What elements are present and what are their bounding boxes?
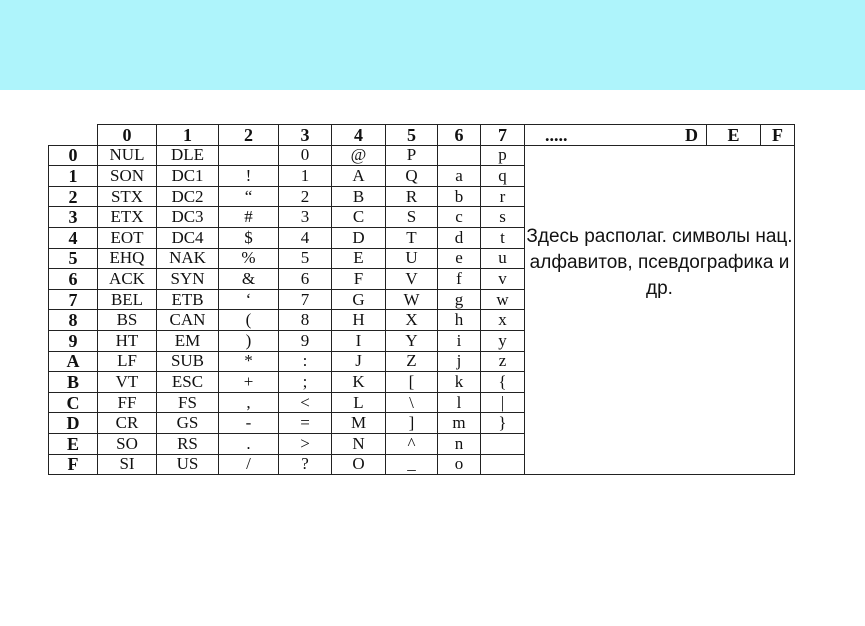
table-cell: FF xyxy=(98,392,157,413)
table-cell: $ xyxy=(219,227,279,248)
table-cell: D xyxy=(332,227,386,248)
table-cell: HT xyxy=(98,330,157,351)
table-cell: M xyxy=(332,413,386,434)
table-cell: h xyxy=(438,310,481,331)
table-cell: CR xyxy=(98,413,157,434)
table-cell: s xyxy=(481,207,525,228)
table-cell: Y xyxy=(386,330,438,351)
table-cell: L xyxy=(332,392,386,413)
col-header: F xyxy=(761,125,795,146)
row-header: 8 xyxy=(49,310,98,331)
table-cell: US xyxy=(157,454,219,475)
table-cell: N xyxy=(332,433,386,454)
table-cell: 5 xyxy=(279,248,332,269)
col-header: 2 xyxy=(219,125,279,146)
table-cell: i xyxy=(438,330,481,351)
table-cell: b xyxy=(438,186,481,207)
table-cell: [ xyxy=(386,372,438,393)
row-header: 1 xyxy=(49,166,98,187)
table-cell: f xyxy=(438,269,481,290)
table-cell: } xyxy=(481,413,525,434)
col-header: 7 xyxy=(481,125,525,146)
table-cell: ? xyxy=(279,454,332,475)
table-cell: SI xyxy=(98,454,157,475)
table-cell: X xyxy=(386,310,438,331)
col-header: 3 xyxy=(279,125,332,146)
table-cell: B xyxy=(332,186,386,207)
table-cell: 9 xyxy=(279,330,332,351)
table-cell: q xyxy=(481,166,525,187)
table-cell: r xyxy=(481,186,525,207)
col-header: E xyxy=(707,125,761,146)
table-cell: S xyxy=(386,207,438,228)
table-cell: DC4 xyxy=(157,227,219,248)
table-cell: c xyxy=(438,207,481,228)
table-cell: y xyxy=(481,330,525,351)
table-cell: H xyxy=(332,310,386,331)
table-cell: - xyxy=(219,413,279,434)
table-cell: SO xyxy=(98,433,157,454)
table-cell: # xyxy=(219,207,279,228)
table-cell: DC3 xyxy=(157,207,219,228)
table-cell: t xyxy=(481,227,525,248)
header-row xyxy=(49,125,795,146)
col-header: D xyxy=(653,125,707,146)
table-cell: * xyxy=(219,351,279,372)
table-cell: O xyxy=(332,454,386,475)
table-cell: % xyxy=(219,248,279,269)
table-cell: k xyxy=(438,372,481,393)
table-cell: CAN xyxy=(157,310,219,331)
table-cell: C xyxy=(332,207,386,228)
table-cell: _ xyxy=(386,454,438,475)
table-cell: 7 xyxy=(279,289,332,310)
table-cell: { xyxy=(481,372,525,393)
table-cell: V xyxy=(386,269,438,290)
table-cell: ( xyxy=(219,310,279,331)
table-cell: J xyxy=(332,351,386,372)
row-header: B xyxy=(49,372,98,393)
table-cell: g xyxy=(438,289,481,310)
table-cell: VT xyxy=(98,372,157,393)
table-cell xyxy=(219,145,279,166)
table-cell: | xyxy=(481,392,525,413)
table-cell: EHQ xyxy=(98,248,157,269)
row-header: 0 xyxy=(49,145,98,166)
table-cell: < xyxy=(279,392,332,413)
table-cell: x xyxy=(481,310,525,331)
table-cell: F xyxy=(332,269,386,290)
table-cell: ] xyxy=(386,413,438,434)
table-cell: EM xyxy=(157,330,219,351)
table-cell: U xyxy=(386,248,438,269)
table-cell: GS xyxy=(157,413,219,434)
table-cell: j xyxy=(438,351,481,372)
table-cell: “ xyxy=(219,186,279,207)
table-cell: 1 xyxy=(279,166,332,187)
table-cell: ETX xyxy=(98,207,157,228)
table-cell: 2 xyxy=(279,186,332,207)
table-cell: SON xyxy=(98,166,157,187)
table-cell: : xyxy=(279,351,332,372)
table-cell: 3 xyxy=(279,207,332,228)
table-cell: ^ xyxy=(386,433,438,454)
table-cell: o xyxy=(438,454,481,475)
table-cell: l xyxy=(438,392,481,413)
table-cell: LF xyxy=(98,351,157,372)
national-chars-note: Здесь располаг. символы нац. алфавитов, псевдографика и др. xyxy=(525,145,795,475)
col-header: 4 xyxy=(332,125,386,146)
row-header: 5 xyxy=(49,248,98,269)
table-cell: ) xyxy=(219,330,279,351)
table-cell: ACK xyxy=(98,269,157,290)
row-header: 2 xyxy=(49,186,98,207)
row-header: D xyxy=(49,413,98,434)
table-cell: n xyxy=(438,433,481,454)
header-banner xyxy=(0,0,865,90)
table-cell: a xyxy=(438,166,481,187)
table-cell: p xyxy=(481,145,525,166)
table-cell: + xyxy=(219,372,279,393)
row-header: E xyxy=(49,433,98,454)
table-cell: A xyxy=(332,166,386,187)
row-header: A xyxy=(49,351,98,372)
table-cell: DC2 xyxy=(157,186,219,207)
table-row xyxy=(49,145,795,166)
table-cell: DLE xyxy=(157,145,219,166)
table-cell: BS xyxy=(98,310,157,331)
table-cell: Z xyxy=(386,351,438,372)
table-cell: w xyxy=(481,289,525,310)
table-cell: STX xyxy=(98,186,157,207)
table-cell: EOT xyxy=(98,227,157,248)
table-cell: SYN xyxy=(157,269,219,290)
table-cell: K xyxy=(332,372,386,393)
col-header: 1 xyxy=(157,125,219,146)
table-cell: \ xyxy=(386,392,438,413)
table-cell: d xyxy=(438,227,481,248)
table-cell: 0 xyxy=(279,145,332,166)
table-cell: @ xyxy=(332,145,386,166)
table-cell: v xyxy=(481,269,525,290)
row-header: 7 xyxy=(49,289,98,310)
table-cell xyxy=(481,433,525,454)
corner-cell xyxy=(49,125,98,146)
col-header: 6 xyxy=(438,125,481,146)
table-cell: I xyxy=(332,330,386,351)
table-cell: R xyxy=(386,186,438,207)
table-cell: Q xyxy=(386,166,438,187)
col-header: 5 xyxy=(386,125,438,146)
row-header: C xyxy=(49,392,98,413)
row-header: 4 xyxy=(49,227,98,248)
table-cell: ETB xyxy=(157,289,219,310)
table-cell: RS xyxy=(157,433,219,454)
table-cell: z xyxy=(481,351,525,372)
col-header: 0 xyxy=(98,125,157,146)
table-cell: . xyxy=(219,433,279,454)
table-cell: ! xyxy=(219,166,279,187)
table-cell: & xyxy=(219,269,279,290)
table-cell: FS xyxy=(157,392,219,413)
row-header: 9 xyxy=(49,330,98,351)
table-cell: 4 xyxy=(279,227,332,248)
table-cell: E xyxy=(332,248,386,269)
table-cell xyxy=(481,454,525,475)
table-cell: > xyxy=(279,433,332,454)
table-cell: G xyxy=(332,289,386,310)
table-cell: , xyxy=(219,392,279,413)
table-cell: 8 xyxy=(279,310,332,331)
table-cell: 6 xyxy=(279,269,332,290)
table-cell: = xyxy=(279,413,332,434)
row-header: 6 xyxy=(49,269,98,290)
row-header: F xyxy=(49,454,98,475)
table-cell: ‘ xyxy=(219,289,279,310)
table-cell: P xyxy=(386,145,438,166)
table-cell: / xyxy=(219,454,279,475)
table-cell: BEL xyxy=(98,289,157,310)
table-cell: SUB xyxy=(157,351,219,372)
table-cell: DC1 xyxy=(157,166,219,187)
table-cell: e xyxy=(438,248,481,269)
table-cell: ; xyxy=(279,372,332,393)
table-cell: m xyxy=(438,413,481,434)
ascii-code-table xyxy=(48,124,795,475)
table-cell: NUL xyxy=(98,145,157,166)
table-cell: u xyxy=(481,248,525,269)
table-cell: T xyxy=(386,227,438,248)
col-header-ellipsis: ..... xyxy=(525,125,653,146)
table-cell: W xyxy=(386,289,438,310)
table-cell: ESC xyxy=(157,372,219,393)
table-cell: NAK xyxy=(157,248,219,269)
row-header: 3 xyxy=(49,207,98,228)
table-cell xyxy=(438,145,481,166)
